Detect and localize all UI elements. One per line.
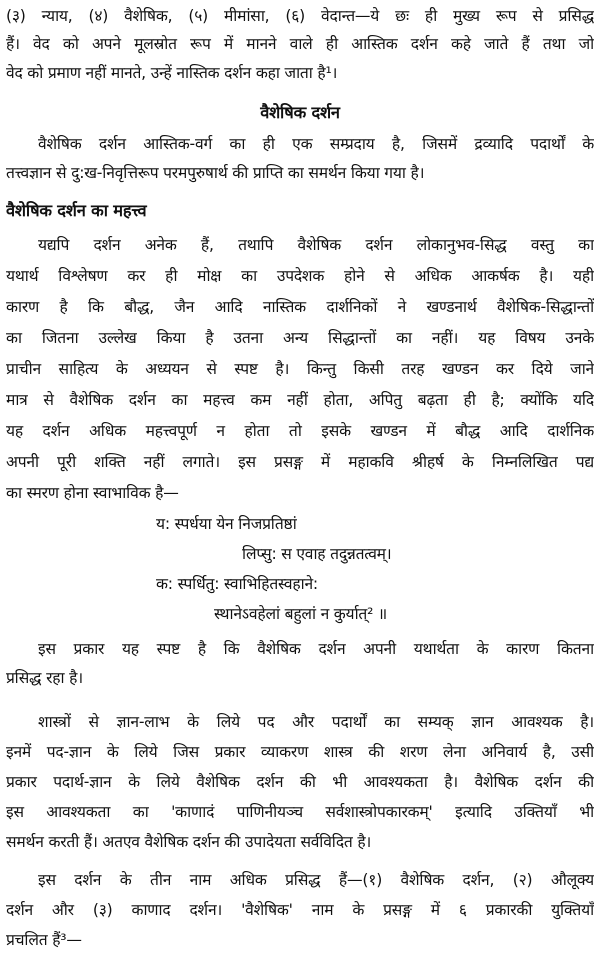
importance-para-line-6: मात्र से वैशेषिक दर्शन का महत्त्व कम नहीं होता, अपितु बढ़ता ही है; क्योंकि यदि: [6, 391, 594, 409]
section-title: वैशेषिक दर्शन: [260, 103, 340, 122]
verse-line-2: लिप्सु: स एवाह तदुन्नतत्वम्।: [242, 545, 392, 563]
section-para-line-2: तत्त्वज्ञान से दु:ख-निवृत्तिरूप परमपुरुषार्थ की प्राप्ति का समर्थन किया गया है।: [6, 164, 425, 182]
shastra-para-line-5: समर्थन करती हैं। अतएव वैशेषिक दर्शन की उपादेयता सर्वविदित है।: [6, 833, 372, 851]
names-para-line-2: दर्शन और (३) काणाद दर्शन। 'वैशेषिक' नाम के प्रसङ्ग में ६ प्रकारकी युक्तियाँ: [6, 901, 594, 919]
intro-line-3: वेद को प्रमाण नहीं मानते, उन्हें नास्तिक दर्शन कहा जाता है¹।: [6, 64, 338, 82]
importance-para-line-1: यद्यपि दर्शन अनेक हैं, तथापि वैशेषिक दर्शन लोकानुभव-सिद्ध वस्तु का: [38, 236, 594, 254]
importance-para-line-7: यह दर्शन अधिक महत्त्वपूर्ण न होता तो इसके खण्डन में बौद्ध आदि दार्शनिक: [6, 422, 594, 440]
names-para-line-1: इस दर्शन के तीन नाम अधिक प्रसिद्ध हैं—(१) वैशेषिक दर्शन, (२) औलूक्य: [38, 871, 594, 889]
verse-line-3: क: स्पर्धितु: स्वाभिहितस्वहाने:: [156, 575, 318, 593]
importance-para-line-9: का स्मरण होना स्वाभाविक है—: [6, 484, 179, 502]
verse-line-1: य: स्पर्धया येन निजप्रतिष्ठां: [156, 515, 297, 533]
shastra-para-line-4: इस आवश्यकता का 'काणादं पाणिनीयञ्च सर्वशास्त्रोपकारकम्' इत्यादि उक्तियाँ भी: [6, 803, 594, 821]
section-para-line-1: वैशेषिक दर्शन आस्तिक-वर्ग का ही एक सम्प्रदाय है, जिसमें द्रव्यादि पदार्थों के: [38, 135, 594, 153]
shastra-para-line-1: शास्त्रों से ज्ञान-लाभ के लिये पद और पदार्थों का सम्यक् ज्ञान आवश्यक है।: [38, 713, 594, 731]
after-verse-line-1: इस प्रकार यह स्पष्ट है कि वैशेषिक दर्शन अपनी यथार्थता के कारण कितना: [38, 640, 594, 658]
importance-para-line-3: कारण है कि बौद्ध, जैन आदि नास्तिक दार्शनिकों ने खण्डनार्थ वैशेषिक-सिद्धान्तों: [6, 298, 594, 316]
intro-line-1: (३) न्याय, (४) वैशेषिक, (५) मीमांसा, (६) वेदान्त—ये छः ही मुख्य रूप से प्रसिद्ध: [6, 7, 594, 25]
importance-para-line-2: यथार्थ विश्लेषण कर ही मोक्ष का उपदेशक होने से अधिक आकर्षक है। यही: [6, 267, 594, 285]
shastra-para-line-2: इनमें पद-ज्ञान के लिये जिस प्रकार व्याकरण शास्त्र की शरण लेना अनिवार्य है, उसी: [6, 743, 594, 761]
verse-line-4: स्थानेऽवहेलां बहुलां न कुर्यात्² ॥: [214, 605, 388, 623]
importance-heading: वैशेषिक दर्शन का महत्त्व: [6, 201, 147, 220]
intro-line-2: हैं। वेद को अपने मूलस्रोत रूप में मानने वाले ही आस्तिक दर्शन कहे जाते हैं तथा जो: [6, 35, 594, 53]
names-para-line-3: प्रचलित हैं³—: [6, 931, 82, 949]
importance-para-line-5: प्राचीन साहित्य के अध्ययन से स्पष्ट है। किन्तु किसी तरह खण्डन कर दिये जाने: [6, 360, 594, 378]
shastra-para-line-3: प्रकार पदार्थ-ज्ञान के लिये वैशेषिक दर्शन की भी आवश्यकता है। वैशेषिक दर्शन की: [6, 773, 594, 791]
after-verse-line-2: प्रसिद्ध रहा है।: [6, 669, 83, 687]
importance-para-line-4: का जितना उल्लेख किया है उतना अन्य सिद्धान्तों का नहीं। यह विषय उनके: [6, 329, 594, 347]
importance-para-line-8: अपनी पूरी शक्ति नहीं लगाते। इस प्रसङ्ग में महाकवि श्रीहर्ष के निम्नलिखित पद्य: [6, 453, 594, 471]
